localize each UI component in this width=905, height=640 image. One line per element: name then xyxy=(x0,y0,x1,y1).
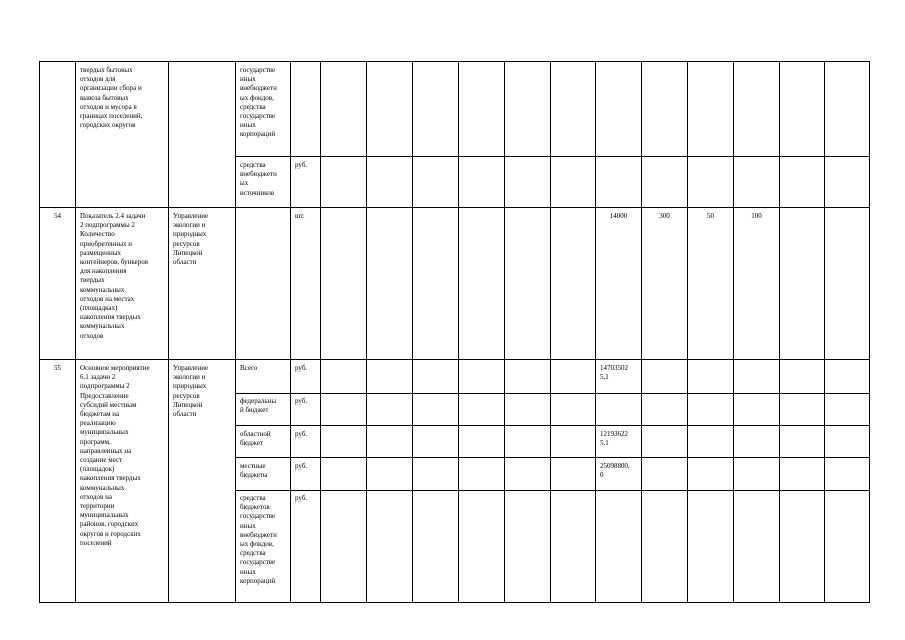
table-border-top xyxy=(39,61,870,62)
value-cell: 12193622 5,1 xyxy=(600,430,628,448)
funding-source-label: местные бюджеты xyxy=(240,462,268,480)
unit-cell: шт. xyxy=(295,212,305,220)
unit-cell: руб. xyxy=(295,462,308,470)
funding-source-label: областной бюджет xyxy=(240,430,271,448)
column-divider xyxy=(412,61,413,603)
column-divider xyxy=(595,61,596,603)
row-number: 55 xyxy=(54,364,61,372)
unit-cell: руб. xyxy=(295,397,308,405)
executor-cell: Управление экологии и природных ресурсов Липецкой области xyxy=(173,212,209,267)
unit-cell: руб. xyxy=(295,161,308,169)
column-divider xyxy=(550,61,551,603)
column-divider xyxy=(75,61,76,603)
column-divider xyxy=(641,61,642,603)
table-border-bottom xyxy=(39,602,870,603)
row-name: твердых бытовых отходов для организации сбора и вывоза бытовых отходов и мусора в границах поселений, городских округов xyxy=(80,66,143,130)
column-divider xyxy=(366,61,367,603)
funding-source-label: государстве нных внебюджетн ых фондов, средства государстве нных корпораций xyxy=(240,66,277,139)
unit-cell: руб. xyxy=(295,430,308,438)
column-divider xyxy=(824,61,825,603)
value-cell: 14000 xyxy=(609,212,628,220)
value-cell: 25098800, 0 xyxy=(600,462,630,480)
funding-source-label: федеральны й бюджет xyxy=(240,397,277,415)
value-cell: 50 xyxy=(707,212,714,220)
table-border-right xyxy=(869,61,870,603)
funding-source-label: средства внебюджетн ых источников xyxy=(240,161,277,197)
value-cell: 14703502 5,1 xyxy=(600,364,628,382)
column-divider xyxy=(168,61,169,603)
column-divider xyxy=(458,61,459,603)
column-divider xyxy=(504,61,505,603)
row-divider xyxy=(235,457,870,458)
column-divider xyxy=(733,61,734,603)
column-divider xyxy=(235,61,236,603)
row-divider xyxy=(39,359,870,360)
row-name: Показатель 2.4 задачи 2 подпрограммы 2 Количество приобретенных и размещенных контейнеров, бункеров для накопления твердых коммунальных отходов на местах (площадках) накопления твердых коммунальных отходов xyxy=(80,212,149,340)
column-divider xyxy=(320,61,321,603)
column-divider xyxy=(290,61,291,603)
row-divider xyxy=(235,156,870,157)
value-cell: 300 xyxy=(659,212,670,220)
unit-cell: руб. xyxy=(295,364,308,372)
unit-cell: руб. xyxy=(295,494,308,502)
row-number: 54 xyxy=(54,212,61,220)
table-border-left xyxy=(39,61,40,603)
row-divider xyxy=(235,490,870,491)
column-divider xyxy=(687,61,688,603)
row-divider xyxy=(235,393,870,394)
executor-cell: Управление экологии и природных ресурсов Липецкой области xyxy=(173,364,209,419)
row-name: Основное мероприятие 6.1 задачи 2 подпрограммы 2 Предоставление субсидий местным бюджетам на реализацию муниципальных программ, направленных на создание мест (площадок) накопления твердых коммунальных отходов на территории муниципальных районов, городских округов и городских поселений xyxy=(80,364,150,547)
funding-source-label: средства бюджетов государстве нных внебюджетн ых фондов, средства государстве нных корпораций xyxy=(240,494,277,585)
column-divider xyxy=(779,61,780,603)
row-divider xyxy=(235,425,870,426)
value-cell: 100 xyxy=(751,212,762,220)
funding-source-label: Всего xyxy=(240,364,258,372)
row-divider xyxy=(39,207,870,208)
